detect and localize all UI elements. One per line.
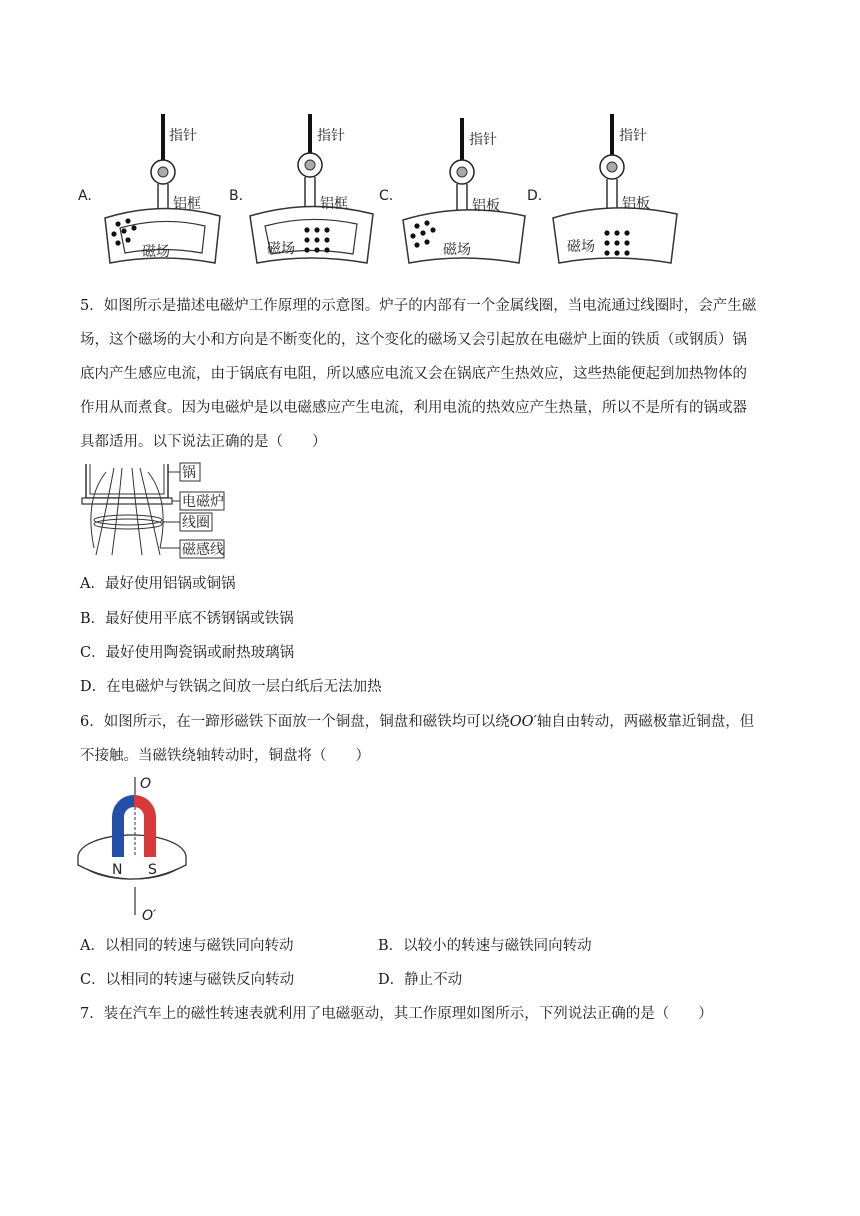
option-letter-a: A. (78, 188, 92, 204)
option-letter-c: C. (379, 188, 394, 204)
q6-option-c[interactable]: C．以相同的转速与磁铁反向转动 (80, 972, 295, 988)
frame-label-c: 铝板 (472, 198, 500, 214)
meter-figure-d (527, 114, 677, 263)
coil-label: 线圈 (182, 515, 210, 531)
q5-option-b[interactable]: B．最好使用平底不锈钢锅或铁锅 (80, 611, 294, 627)
q5-line-1: 5．如图所示是描述电磁炉工作原理的示意图。炉子的内部有一个金属线圈，当电流通过线圈时，会产生磁 (80, 298, 757, 314)
q5-line-2: 场，这个磁场的大小和方向是不断变化的，这个变化的磁场又会引起放在电磁炉上面的铁质（或钢质）锅 (80, 332, 747, 348)
frame-label-a: 铝框 (173, 196, 201, 212)
meter-figures-svg (70, 108, 790, 278)
axis-top-label: O (140, 776, 152, 792)
induction-cooker-diagram (76, 460, 246, 560)
option-letter-d: D. (527, 188, 543, 204)
magnet-disk-diagram (76, 775, 196, 925)
option-letter-b: B. (229, 188, 244, 204)
q5-option-c[interactable]: C．最好使用陶瓷锅或耐热玻璃锅 (80, 645, 295, 661)
field-label-c: 磁场 (443, 242, 471, 258)
meter-figure-a (78, 114, 220, 263)
q5-option-a[interactable]: A．最好使用铝锅或铜锅 (80, 576, 236, 592)
q6-line-1-b: 轴自由转动，两磁极靠近铜盘，但 (536, 714, 755, 730)
north-pole-label: N (112, 862, 123, 878)
q7-line: 7．装在汽车上的磁性转速表就利用了电磁驱动，其工作原理如图所示，下列说法正确的是（ ） (80, 1006, 713, 1022)
pot-label: 锅 (182, 465, 196, 481)
field-label-b: 磁场 (267, 241, 295, 257)
q5-option-d[interactable]: D．在电磁炉与铁锅之间放一层白纸后无法加热 (80, 679, 382, 695)
field-label-d: 磁场 (567, 239, 595, 255)
q5-line-4: 作用从而煮食。因为电磁炉是以电磁感应产生电流，利用电流的热效应产生热量，所以不是所有的锅或器 (80, 400, 747, 416)
question-5-text (80, 289, 785, 459)
q6-line-2: 不接触。当磁铁绕轴转动时，铜盘将（ ） (80, 748, 370, 764)
axis-symbol: OO′ (509, 714, 537, 730)
pointer-label-d: 指针 (619, 128, 647, 144)
frame-label-b: 铝框 (320, 196, 348, 212)
cooker-label: 电磁炉 (182, 494, 224, 510)
meter-figure-c (379, 118, 525, 263)
q5-line-5: 具都适用。以下说法正确的是（ ） (80, 434, 327, 450)
pointer-label-b: 指针 (317, 128, 345, 144)
pointer-label-c: 指针 (469, 132, 497, 148)
q6-line-1 (80, 710, 754, 731)
q5-line-3: 底内产生感应电流，由于锅底有电阻，所以感应电流又会在锅底产生热效应，这些热能便起到加热物体的 (80, 366, 747, 382)
field-label-a: 磁场 (142, 244, 170, 260)
pointer-label-a: 指针 (169, 128, 197, 144)
axis-bottom-label: O′ (142, 908, 157, 924)
meter-figures-row (70, 108, 790, 278)
q6-option-d[interactable]: D．静止不动 (378, 972, 463, 988)
q6-line-1-a: 6．如图所示，在一蹄形磁铁下面放一个铜盘，铜盘和磁铁均可以绕 (80, 714, 510, 730)
meter-figure-b (229, 114, 373, 263)
frame-label-d: 铝板 (622, 196, 650, 212)
south-pole-label: S (148, 862, 157, 878)
q6-option-a[interactable]: A．以相同的转速与磁铁同向转动 (80, 938, 294, 954)
field-lines-label: 磁感线 (182, 542, 224, 558)
q6-option-b[interactable]: B．以较小的转速与磁铁同向转动 (378, 938, 592, 954)
